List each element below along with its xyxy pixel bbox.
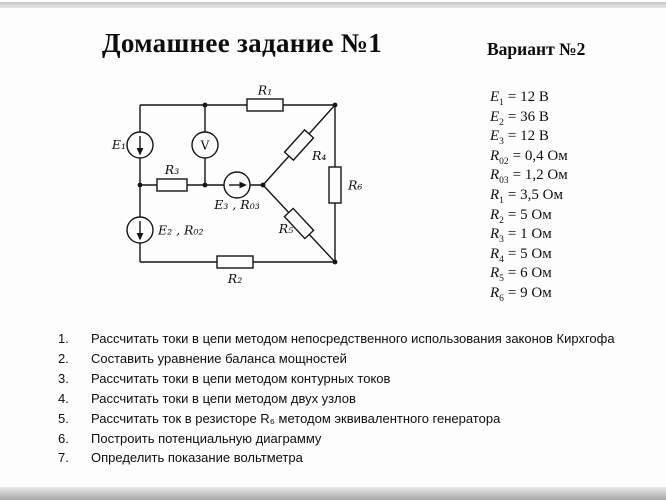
resistor-r2-box: [217, 256, 253, 268]
label-r4: R₄: [312, 148, 327, 163]
task-number: 7.: [58, 450, 69, 466]
task-item: [58, 369, 658, 389]
symbol-subscript: 2: [499, 117, 504, 128]
task-item: [58, 349, 658, 369]
value: = 1,2 Ом: [512, 167, 568, 184]
symbol: R: [490, 245, 500, 262]
given-r2: [490, 207, 568, 227]
wire-diagonals: [263, 105, 335, 262]
task-text: Составить уравнение баланса мощностей: [91, 350, 347, 366]
task-text: Определить показание вольтметра: [91, 450, 303, 466]
symbol-subscript: 3: [499, 235, 504, 246]
symbol-subscript: 03: [499, 176, 509, 187]
symbol: R: [490, 167, 500, 184]
scan-edge-bottom: [0, 487, 666, 500]
symbol-subscript: 4: [499, 254, 504, 265]
value: = 12 В: [507, 89, 549, 105]
symbol-subscript: 02: [499, 156, 509, 167]
circuit-diagram: [95, 80, 395, 305]
symbol-subscript: 3: [499, 137, 504, 148]
label-e2: E₂ , R₀₂: [158, 222, 204, 238]
given-e2: [490, 109, 568, 129]
task-item: [58, 389, 658, 409]
task-number: 6.: [58, 430, 69, 446]
node-dot: [261, 183, 266, 188]
task-number: 4.: [58, 390, 69, 406]
symbol: E: [490, 89, 500, 105]
task-item: [58, 329, 658, 349]
value: = 3,5 Ом: [507, 186, 563, 203]
task-number: 2.: [58, 350, 69, 366]
value: = 6 Ом: [507, 265, 552, 282]
task-number: 5.: [58, 410, 69, 426]
symbol: R: [490, 206, 500, 223]
symbol: E: [490, 108, 500, 125]
task-text: Рассчитать токи в цепи методом контурных токов: [91, 370, 391, 386]
symbol: R: [490, 284, 500, 301]
value: = 9 Ом: [507, 284, 552, 301]
symbol: R: [490, 147, 500, 164]
symbol: R: [490, 226, 500, 243]
value: = 1 Ом: [507, 226, 552, 243]
task-text: Построить потенциальную диаграмму: [91, 430, 322, 446]
resistor-r3-box: [157, 179, 187, 191]
value: = 5 Ом: [507, 245, 552, 262]
given-e1: [490, 89, 568, 109]
value: = 5 Ом: [507, 206, 552, 223]
task-text: Рассчитать токи в цепи методом двух узлов: [91, 390, 356, 406]
symbol-subscript: 6: [499, 293, 504, 304]
resistor-r6-box: [329, 167, 341, 203]
given-r02: [490, 148, 568, 168]
label-r1: R₁: [257, 82, 273, 98]
variant-label: Вариант №2: [487, 39, 586, 59]
given-e3: [490, 128, 568, 148]
label-r5: R₅: [278, 221, 294, 236]
given-r4: [490, 246, 568, 266]
resistor-r4-box: [285, 130, 314, 160]
symbol: R: [490, 186, 500, 203]
node-dot: [203, 103, 208, 108]
symbol-subscript: 1: [499, 98, 504, 108]
task-number: 3.: [58, 370, 69, 386]
label-r2: R₂: [227, 271, 243, 286]
label-e3: E₃ , R₀₃: [214, 197, 260, 212]
given-r3: [490, 226, 568, 246]
resistor-r1-box: [247, 99, 283, 111]
label-e1: E₁: [111, 137, 126, 152]
task-text: Рассчитать токи в цепи методом непосредственного использования законов Кирхгофа: [91, 331, 615, 346]
given-r1: [490, 187, 568, 207]
symbol-subscript: 5: [499, 274, 504, 285]
label-r3: R₃: [164, 162, 180, 177]
node-dot: [333, 260, 338, 265]
label-r6: R₆: [348, 177, 363, 193]
node-dot: [203, 183, 208, 188]
given-r6: [490, 285, 568, 305]
symbol-subscript: 1: [499, 195, 504, 206]
task-text: Рассчитать ток в резисторе R₆ методом эквивалентного генератора: [91, 410, 501, 426]
given-r5: [490, 265, 568, 285]
value: = 36 В: [507, 108, 549, 125]
tasks-list: [58, 329, 658, 468]
task-number: 1.: [58, 331, 69, 346]
symbol: E: [490, 128, 500, 145]
symbol-subscript: 2: [499, 215, 504, 226]
task-item: [58, 429, 658, 449]
value: = 0,4 Ом: [512, 147, 568, 164]
value: = 12 В: [507, 128, 549, 145]
node-dot: [333, 103, 338, 108]
given-r03: [490, 167, 568, 187]
symbol: R: [490, 265, 500, 282]
scan-edge-top: [0, 2, 666, 8]
voltmeter-letter: V: [200, 138, 210, 153]
task-item: [58, 448, 658, 468]
page-title: Домашнее задание №1: [102, 28, 383, 58]
given-values-list: [490, 89, 568, 305]
node-dot: [138, 183, 143, 188]
task-item: [58, 409, 658, 429]
